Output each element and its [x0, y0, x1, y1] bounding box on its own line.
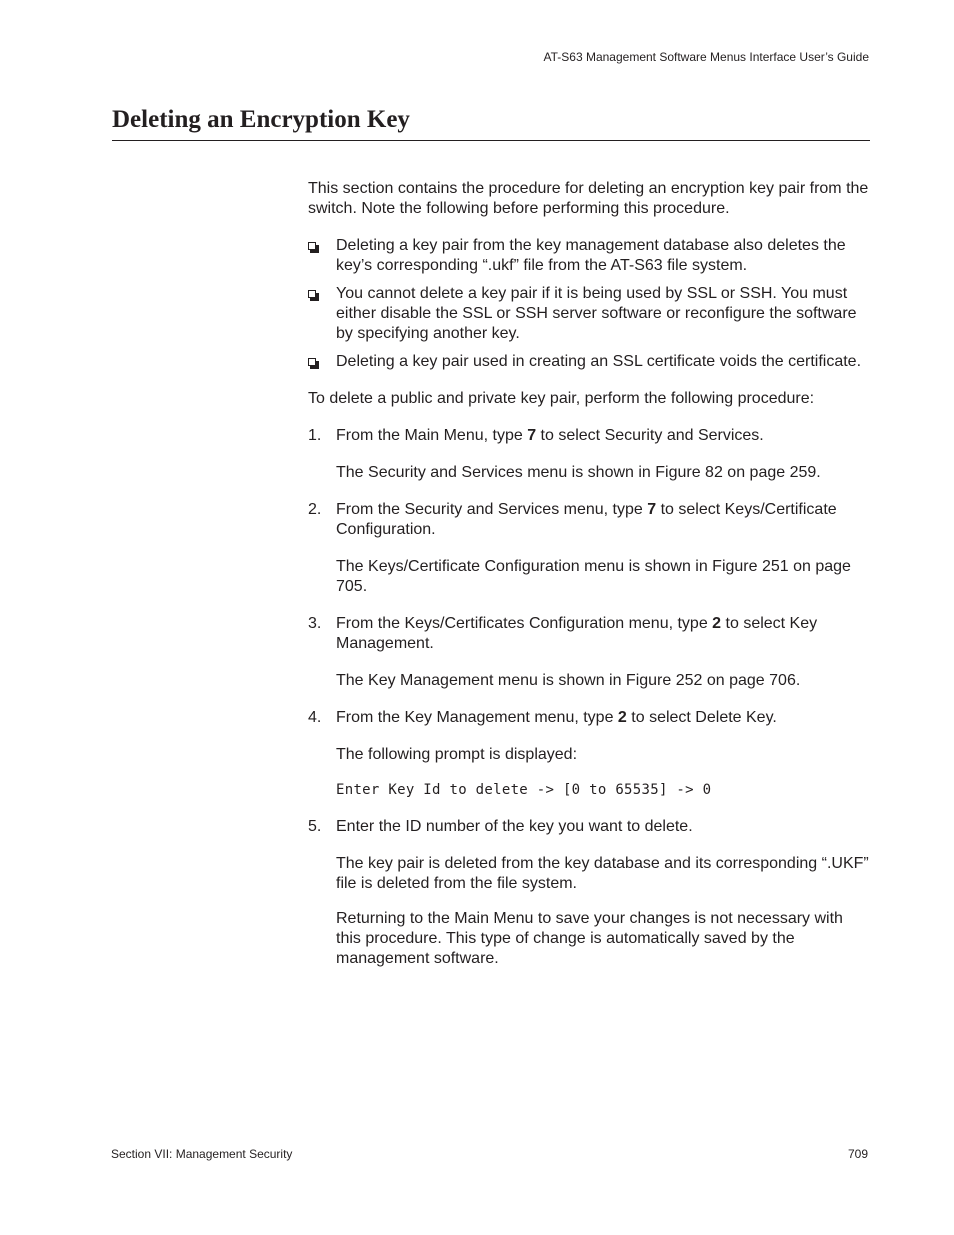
step-instruction: From the Main Menu, type 7 to select Security and Services. [336, 427, 764, 444]
step-note: The following prompt is displayed: [336, 746, 578, 763]
procedure-step [308, 614, 870, 691]
list-item [308, 352, 870, 372]
running-header: AT-S63 Management Software Menus Interface User’s Guide [543, 50, 869, 64]
page-title: Deleting an Encryption Key [112, 106, 410, 133]
intro-paragraph: This section contains the procedure for deleting an encryption key pair from the switch. Note the following before performing this procedure. [308, 180, 869, 217]
step-instruction: Enter the ID number of the key you want to delete. [336, 818, 693, 835]
step-instruction: From the Security and Services menu, type 7 to select Keys/Certificate Configuration. [336, 501, 837, 538]
bullet-text: Deleting a key pair used in creating an SSL certificate voids the certificate. [336, 353, 862, 370]
procedure-step [308, 817, 870, 969]
step-note: The Keys/Certificate Configuration menu is shown in Figure 251 on page 705. [336, 558, 851, 595]
step-instruction: From the Key Management menu, type 2 to select Delete Key. [336, 709, 777, 726]
bullet-text: You cannot delete a key pair if it is being used by SSL or SSH. You must either disable the SSL or SSH server software or reconfigure the software by specifying another key. [336, 285, 857, 342]
procedure-step [308, 708, 870, 800]
menu-key: 2 [617, 709, 627, 726]
step-note: The Key Management menu is shown in Figure 252 on page 706. [336, 672, 801, 689]
menu-key: 7 [647, 501, 657, 518]
menu-key: 7 [527, 427, 537, 444]
page-number: 709 [847, 1147, 868, 1161]
list-item [308, 236, 870, 276]
command-prompt: Enter Key Id to delete -> [0 to 65535] -> 0 [336, 782, 712, 798]
step-number: 1. [308, 427, 322, 444]
footer-section: Section VII: Management Security [111, 1147, 293, 1161]
step-note: The key pair is deleted from the key database and its corresponding “.UKF” file is deleted from the file system. [336, 855, 869, 892]
step-number: 2. [308, 501, 322, 518]
menu-key: 2 [712, 615, 722, 632]
content-body [308, 179, 870, 986]
step-number: 4. [308, 709, 322, 726]
list-item [308, 284, 870, 344]
bullet-text: Deleting a key pair from the key management database also deletes the key’s corresponding “.ukf” file from the AT-S63 file system. [336, 237, 846, 274]
step-instruction: From the Keys/Certificates Configuration menu, type 2 to select Key Management. [336, 615, 818, 652]
step-note: The Security and Services menu is shown in Figure 82 on page 259. [336, 464, 821, 481]
step-note: Returning to the Main Menu to save your changes is not necessary with this procedure. This type of change is automatically saved by the management software. [336, 910, 843, 967]
checkbox-bullet-icon [308, 358, 316, 366]
checkbox-bullet-icon [308, 242, 316, 250]
notes-list [308, 236, 870, 372]
step-number: 3. [308, 615, 322, 632]
procedure-lead-in: To delete a public and private key pair, perform the following procedure: [308, 390, 815, 407]
procedure-step [308, 426, 870, 483]
step-number: 5. [308, 818, 322, 835]
checkbox-bullet-icon [308, 290, 316, 298]
title-rule [112, 140, 870, 141]
procedure-step [308, 500, 870, 597]
procedure-steps [308, 426, 870, 969]
